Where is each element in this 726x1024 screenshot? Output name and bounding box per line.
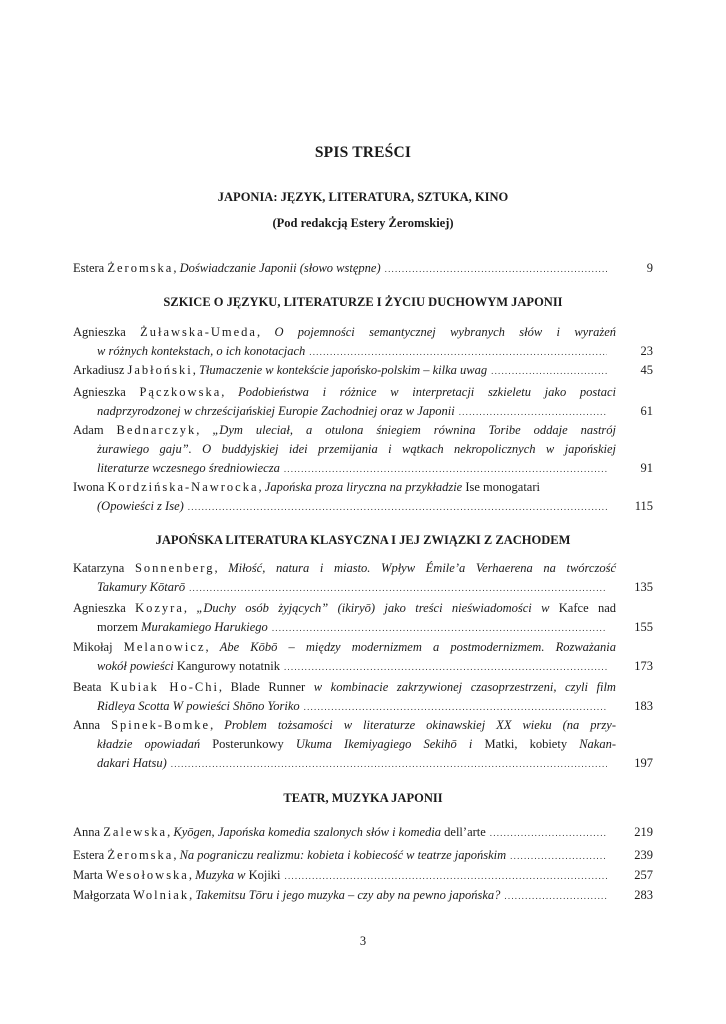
page-ref: 115 [634, 499, 653, 513]
author-first: Agnieszka [73, 601, 126, 615]
page-ref: 135 [634, 580, 653, 594]
toc-entry: Adam Bednarczyk, „Dym uleciał, a otulona śniegiem równina Toribe oddaje nastrój żurawiego gaju”. O buddyjskiej idei przemijania i wątkach nekropolicznych w japońskiej literaturze wczesnego średniowiecza ..... 91 [73, 421, 653, 478]
toc-entry: Estera Żeromska, Na pograniczu realizmu: kobieta i kobiecość w teatrze japońskim ..... 239 [73, 846, 653, 865]
entry-title-cont: (Opowieści z Ise) [97, 499, 184, 513]
toc-entry: Estera Żeromska, Doświadczanie Japonii (słowo wstępne) ..... 9 [73, 259, 653, 278]
leader-dots [189, 579, 607, 598]
author-last: Kozyra [135, 601, 184, 615]
author-first: Anna [73, 825, 101, 839]
leader-dots [491, 362, 607, 381]
author-first: Mikołaj [73, 640, 113, 654]
toc-entry: Marta Wesołowska, Muzyka w Kojiki ..... 257 [73, 866, 653, 885]
author-first: Anna [73, 718, 101, 732]
page-ref: 173 [634, 659, 653, 673]
entry-title: Takemitsu Tōru i jego muzyka – czy aby na pewno japońska? [195, 888, 501, 902]
author-last: Żuławska-Umeda [140, 325, 257, 339]
entry-title-cont: literaturze wczesnego średniowiecza [97, 461, 280, 475]
author-first: Małgorzata [73, 888, 130, 902]
toc-entry: Agnieszka Pączkowska, Podobieństwa i różnice w interpretacji szkieletu jako postaci nadprzyrodzonej w chrześcijańskiej Europie Zachodniej oraz w Japonii ..... 61 [73, 383, 653, 421]
entry-title-cont: Nakan- [579, 737, 616, 751]
section-heading: SZKICE O JĘZYKU, LITERATURZE I ŻYCIU DUCHOWYM JAPONII [163, 295, 563, 309]
leader-dots [188, 498, 607, 517]
leader-dots [490, 824, 607, 843]
toc-entry: Agnieszka Żuławska-Umeda, O pojemności semantycznej wybranych słów i wyrażeń w różnych kontekstach, o ich konotacjach ..... 23 [73, 323, 653, 361]
toc-entry: Iwona Kordzińska-Nawrocka , Japońska proza liryczna na przykładzie Ise monogatari (Opowieści z Ise) ..... 115 [73, 478, 653, 516]
entry-title: Tłumaczenie w kontekście japońsko-polskim – kilka uwag [198, 363, 488, 377]
entry-title-cont: Takamury Kōtarō [97, 580, 186, 594]
toc-entry: Beata Kubiak Ho-Chi, Blade Runner w kombinacie zakrzywionej czasoprzestrzeni, czyli film Ridleya Scotta W powieści Shōno Yoriko ..... 183 [73, 678, 653, 716]
author-last: Żeromska [107, 848, 174, 862]
editor-note: (Pod redakcją Estery Żeromskiej) [272, 216, 454, 230]
leader-dots [171, 755, 607, 774]
entry-title-cont: nadprzyrodzonej w chrześcijańskiej Europie Zachodniej oraz w Japonii [97, 404, 455, 418]
author-last: Jabłoński [127, 363, 193, 377]
entry-title-cont: Ukuma Ikemiyagiego Sekihō i [295, 737, 473, 751]
page-ref: 283 [634, 888, 653, 902]
toc-entry: Mikołaj Melanowicz, Abe Kōbō – między modernizmem a postmodernizmem. Rozważania wokół powieści Kangurowy notatnik ..... 173 [73, 638, 653, 676]
author-last: Kordzińska-Nawrocka [107, 480, 259, 494]
entry-title: Muzyka w [195, 868, 246, 882]
leader-dots [285, 867, 607, 886]
leader-dots [459, 403, 607, 422]
author-first: Marta [73, 868, 103, 882]
author-last: Sonnenberg [134, 561, 215, 575]
work-title: Ise monogatari [465, 480, 540, 494]
toc-entry: Anna Spinek-Bomke, Problem tożsamości w literaturze okinawskiej XX wieku (na przy- kładzie opowiadań Posterunkowy Ukuma Ikemiyagiego Sekihō i Matki, kobiety Nakan- dakari Hatsu) ..... 197 [73, 716, 653, 773]
author-last: Bednarczyk [116, 423, 197, 437]
entry-title: O pojemności semantycznej wybranych słów i wyrażeń [274, 325, 616, 339]
entry-title-cont: Murakamiego Harukiego [141, 620, 268, 634]
page-ref: 257 [634, 868, 653, 882]
toc-entry: Arkadiusz Jabłoński, Tłumaczenie w kontekście japońsko-polskim – kilka uwag ..... 45 [73, 361, 653, 380]
work-title: Blade Runner [230, 680, 306, 694]
entry-title-cont: żurawiego gaju”. O buddyjskiej idei przemijania i wątkach nekropolicznych w japońskiej [97, 442, 616, 456]
work-title: Matki, kobiety [484, 737, 568, 751]
author-last: Wolniak [133, 888, 190, 902]
section-heading: JAPOŃSKA LITERATURA KLASYCZNA I JEJ ZWIĄZKI Z ZACHODEM [155, 533, 571, 547]
leader-dots [284, 658, 607, 677]
volume-heading: JAPONIA: JĘZYK, LITERATURA, SZTUKA, KINO [217, 190, 509, 204]
author-first: Katarzyna [73, 561, 125, 575]
toc-entry: Katarzyna Sonnenberg, Miłość, natura i miasto. Wpływ Émile’a Verhaerena na twórczość Takamury Kōtarō ..... 135 [73, 559, 653, 597]
page-ref: 9 [646, 261, 653, 275]
page-ref: 183 [634, 699, 653, 713]
leader-dots [385, 260, 607, 279]
leader-dots [504, 887, 607, 906]
entry-title: Podobieństwa i różnice w interpretacji szkieletu jako postaci [238, 385, 616, 399]
entry-title: Miłość, natura i miasto. Wpływ Émile’a Verhaerena na twórczość [228, 561, 617, 575]
leader-dots [272, 619, 607, 638]
toc-entry: Małgorzata Wolniak, Takemitsu Tōru i jego muzyka – czy aby na pewno japońska? ..... 283 [73, 886, 653, 905]
work-title: Kojiki [248, 868, 281, 882]
toc-entry: Anna Zalewska, Kyōgen, Japońska komedia szalonych słów i komedia dell’arte ..... 219 [73, 823, 653, 842]
entry-title: „Dym uleciał, a otulona śniegiem równina Toribe oddaje nastrój [212, 423, 617, 437]
work-title: Kangurowy notatnik [176, 659, 280, 673]
leader-dots [304, 698, 607, 717]
leader-dots [284, 460, 607, 479]
entry-title: Doświadczanie Japonii (słowo wstępne) [179, 261, 381, 275]
author-last: Pączkowska [139, 385, 222, 399]
toc-entry: Agnieszka Kozyra, „Duchy osób żyjących” (ikiryō) jako treści nieświadomości w Kafce nad morzem Murakamiego Harukiego ..... 155 [73, 599, 653, 637]
leader-dots [309, 343, 607, 362]
page-ref: 155 [634, 620, 653, 634]
author-first: Agnieszka [73, 325, 126, 339]
entry-title-cont: Ridleya Scotta W powieści Shōno Yoriko [97, 699, 300, 713]
entry-title: „Duchy osób żyjących” (ikiryō) jako treści nieświadomości w [196, 601, 550, 615]
author-first: Iwona [73, 480, 105, 494]
work-title: Posterunkowy [212, 737, 284, 751]
page-ref: 239 [634, 848, 653, 862]
entry-title: Kyōgen, Japońska komedia szalonych słów i komedia [173, 825, 442, 839]
author-last: Kubiak Ho-Chi [110, 680, 219, 694]
page-number: 3 [359, 934, 367, 948]
entry-title-cont: morzem [97, 620, 138, 634]
page-title: SPIS TREŚCI [314, 144, 412, 161]
work-title: Kafce nad [558, 601, 617, 615]
page-ref: 45 [640, 363, 653, 377]
entry-title-cont: dakari Hatsu) [97, 756, 167, 770]
leader-dots [510, 847, 607, 866]
page-ref: 197 [634, 756, 653, 770]
author-first: Agnieszka [73, 385, 126, 399]
entry-title: Na pograniczu realizmu: kobieta i kobiecość w teatrze japońskim [179, 848, 507, 862]
author-last: Spinek-Bomke [111, 718, 211, 732]
entry-title-cont: kładzie opowiadań [97, 737, 201, 751]
entry-title: w kombinacie zakrzywionej czasoprzestrzeni, czyli film [313, 680, 616, 694]
page-ref: 23 [640, 344, 653, 358]
author-last: Wesołowska [105, 868, 189, 882]
author-first: Beata [73, 680, 102, 694]
entry-title: Problem tożsamości w literaturze okinawskiej XX wieku (na przy- [224, 718, 616, 732]
page-ref: 219 [634, 825, 653, 839]
author-first: Arkadiusz [73, 363, 125, 377]
entry-title: Abe Kōbō – między modernizmem a postmodernizmem. Rozważania [219, 640, 616, 654]
author-first: Estera [73, 848, 105, 862]
section-heading: TEATR, MUZYKA JAPONII [283, 791, 443, 805]
page-ref: 91 [640, 461, 653, 475]
entry-title-cont: w różnych kontekstach, o ich konotacjach [97, 344, 306, 358]
work-title: dell’arte [444, 825, 486, 839]
author-first: Estera [73, 261, 105, 275]
author-last: Zalewska [103, 825, 168, 839]
author-last: Melanowicz [123, 640, 206, 654]
author-first: Adam [73, 423, 104, 437]
entry-title-cont: wokół powieści [97, 659, 174, 673]
author-last: Żeromska [107, 261, 174, 275]
entry-title: Japońska proza liryczna na przykładzie [264, 480, 463, 494]
page-ref: 61 [640, 404, 653, 418]
